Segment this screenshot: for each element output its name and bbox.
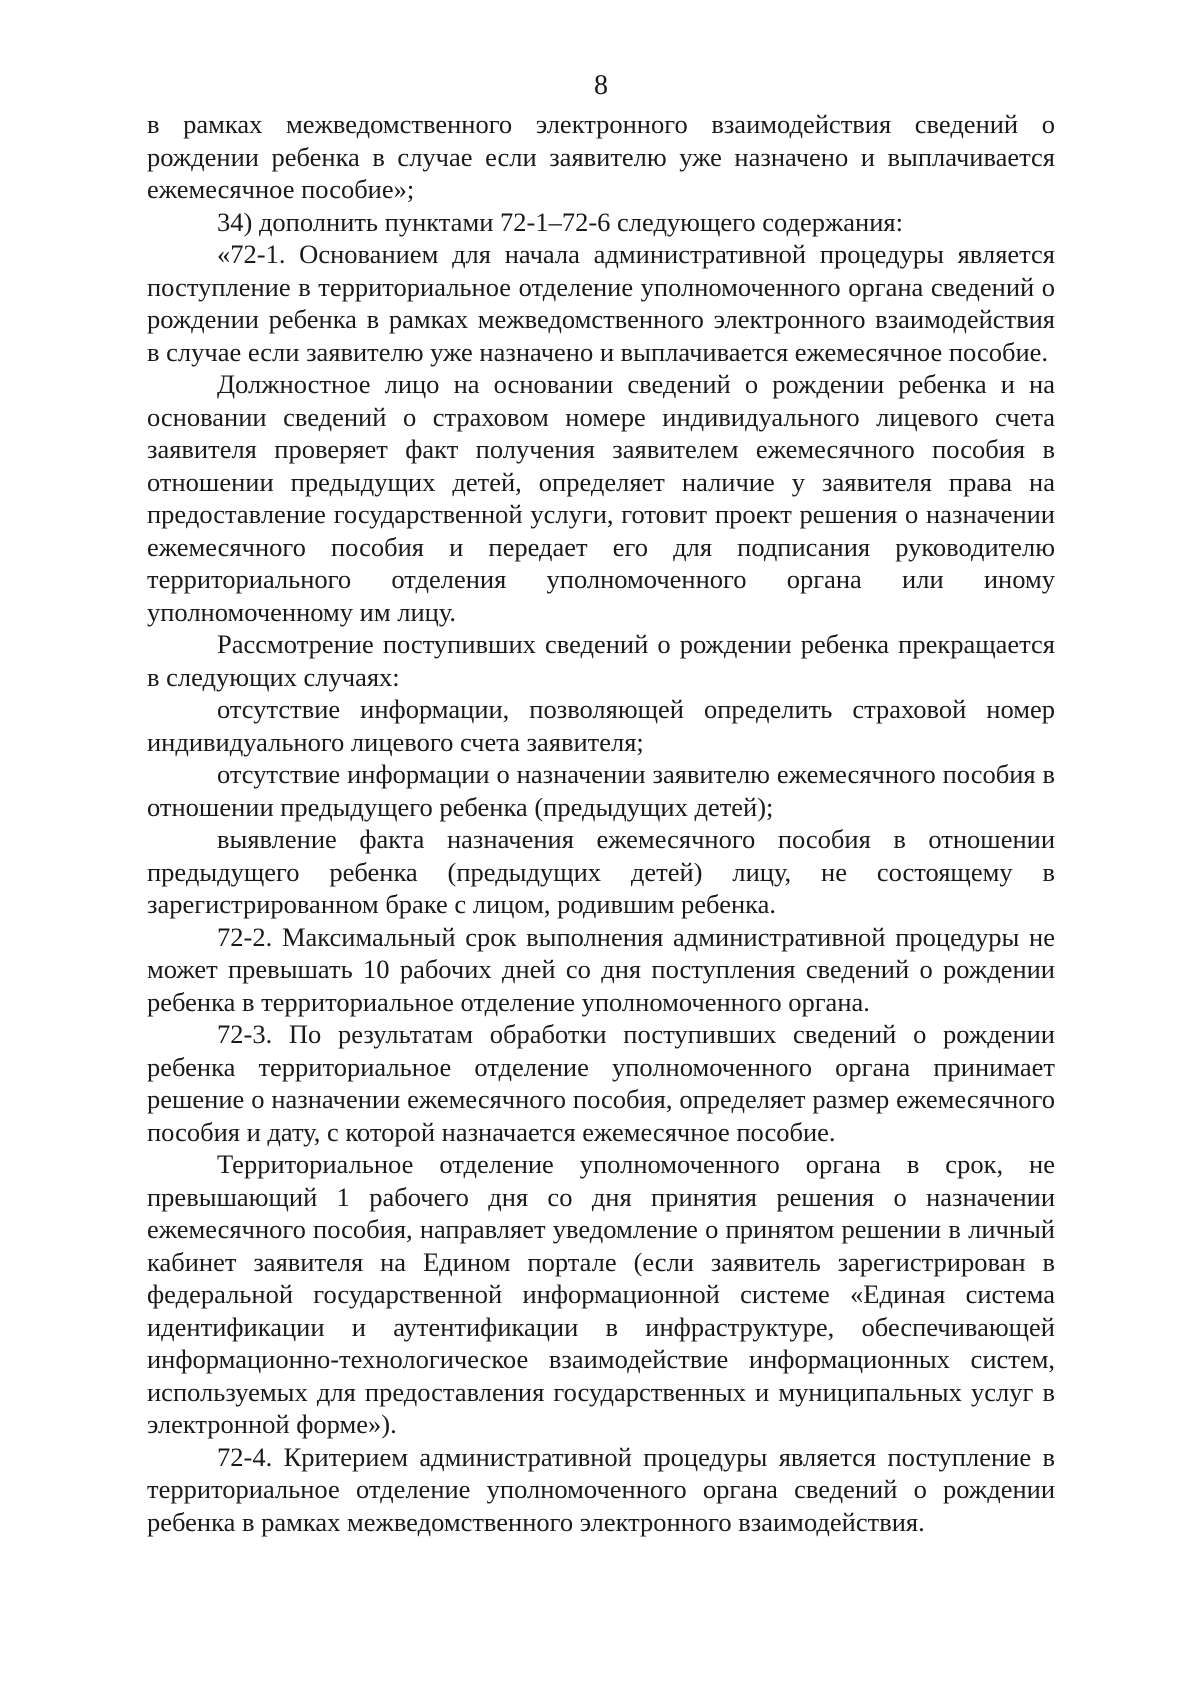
paragraph: выявление факта назначения ежемесячного пособия в отношении предыдущего ребенка (предыдущих детей) лицу, не состоящему в зарегистрированном браке с лицом, родившим ребенка.: [147, 824, 1055, 919]
document-body: [147, 108, 1055, 1538]
paragraph: «72-1. Основанием для начала административной процедуры является поступление в территориальное отделение уполномоченного органа сведений о рождении ребенка в рамках межведомственного электронного взаимодействия в случае если заявителю уже назначено и выплачивается ежемесячное пособие.: [147, 239, 1055, 367]
paragraph: 72-4. Критерием административной процедуры является поступление в территориальное отделение уполномоченного органа сведений о рождении ребенка в рамках межведомственного электронного взаимодействия.: [147, 1441, 1055, 1537]
page-number: 8: [594, 70, 608, 101]
paragraph: отсутствие информации, позволяющей определить страховой номер индивидуального лицевого счета заявителя;: [147, 694, 1055, 757]
paragraph: Рассмотрение поступивших сведений о рождении ребенка прекращается в следующих случаях:: [147, 629, 1055, 692]
paragraph: в рамках межведомственного электронного взаимодействия сведений о рождении ребенка в случае если заявителю уже назначено и выплачивается ежемесячное пособие»;: [147, 109, 1055, 204]
paragraph: 72-3. По результатам обработки поступивших сведений о рождении ребенка территориальное отделение уполномоченного органа принимает решение о назначении ежемесячного пособия, определяет размер ежемесячного пособия и дату, с которой назначается ежемесячное пособие.: [147, 1019, 1055, 1147]
document-page: [147, 70, 1055, 1538]
paragraph: отсутствие информации о назначении заявителю ежемесячного пособия в отношении предыдущего ребенка (предыдущих детей);: [147, 759, 1055, 822]
paragraph: 34) дополнить пунктами 72-1–72-6 следующего содержания:: [217, 206, 903, 237]
paragraph: Должностное лицо на основании сведений о рождении ребенка и на основании сведений о страховом номере индивидуального лицевого счета заявителя проверяет факт получения заявителем ежемесячного пособия в отношении предыдущих детей, определяет наличие у заявителя права на предоставление государственной услуги, готовит проект решения о назначении ежемесячного пособия и передает его для подписания руководителю территориального отделения уполномоченного органа или иному уполномоченному им лицу.: [147, 369, 1055, 627]
paragraph: 72-2. Максимальный срок выполнения административной процедуры не может превышать 10 рабочих дней со дня поступления сведений о рождении ребенка в территориальное отделение уполномоченного органа.: [147, 921, 1055, 1017]
paragraph: Территориальное отделение уполномоченного органа в срок, не превышающий 1 рабочего дня со дня принятия решения о назначении ежемесячного пособия, направляет уведомление о принятом решении в личный кабинет заявителя на Едином портале (если заявитель зарегистрирован в федеральной государственной информационной системе «Единая система идентификации и аутентификации в инфраструктуре, обеспечивающей информационно-технологическое взаимодействие информационных систем, используемых для предоставления государственных и муниципальных услуг в электронной форме»).: [147, 1149, 1055, 1439]
